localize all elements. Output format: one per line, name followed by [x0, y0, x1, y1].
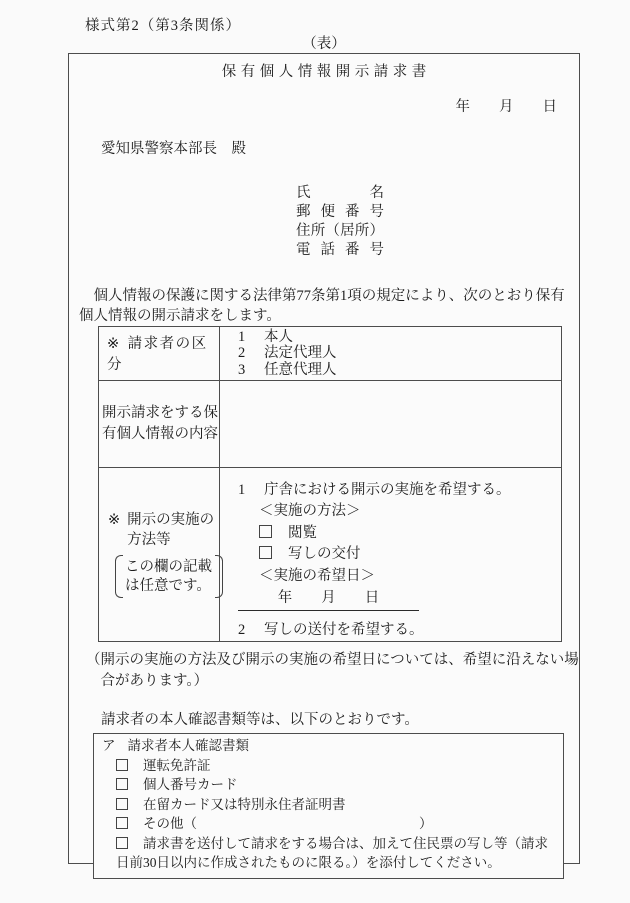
claimant-option-self[interactable] — [238, 329, 557, 345]
claimant-type-row — [99, 327, 562, 381]
checkbox-icon[interactable] — [116, 837, 128, 849]
date-blank-top[interactable]: 年 月 日 — [455, 99, 557, 115]
identity-docs-box-header — [102, 736, 561, 756]
checkbox-icon[interactable] — [259, 546, 272, 559]
applicant-fields — [296, 184, 579, 260]
address-field-label: 住所（居所） — [296, 223, 384, 239]
checkbox-icon[interactable] — [116, 778, 128, 790]
name-field-label: 氏名 — [296, 185, 384, 201]
checkbox-label: 請求書を送付して請求をする場合は、加えて住民票の写し等（請求日前30日以内に作成されたものに限る。）を添付してください。 — [116, 835, 548, 871]
optional-entry-note: この欄の記載は任意です。 — [115, 555, 223, 598]
checkbox-label: 写しの交付 — [288, 546, 361, 563]
checkbox-row-other — [102, 814, 561, 834]
option-number: 2 — [238, 345, 246, 362]
disclosure-method-row — [99, 467, 562, 642]
checkbox-row-mail-request-note — [102, 834, 561, 873]
checkbox-label: 運転免許証 — [143, 757, 211, 773]
checkbox-row-copy-issue — [238, 544, 555, 566]
checkbox-icon[interactable] — [116, 817, 128, 829]
option-label: 任意代理人 — [264, 361, 337, 378]
phone-field-label: 電話番号 — [296, 242, 384, 258]
desired-date-blank[interactable]: 年 月 日 — [238, 588, 419, 611]
option-label: 法定代理人 — [264, 345, 337, 362]
requested-info-input-area[interactable] — [220, 380, 562, 467]
other-label-prefix: その他（ — [143, 816, 197, 832]
claimant-type-header-label: 請求者の区分 — [107, 336, 208, 374]
disclosure-method-header-line — [108, 511, 218, 550]
implementation-note: （開示の実施の方法及び開示の実施の希望日については、希望に沿えない場合があります。） — [86, 652, 579, 689]
side-label: （表） — [302, 36, 346, 52]
checkbox-icon[interactable] — [259, 525, 272, 538]
claimant-option-voluntary-agent[interactable] — [238, 362, 557, 378]
requested-info-row — [99, 380, 562, 467]
checkbox-icon[interactable] — [116, 759, 128, 771]
identity-docs-box-header-label: 請求者本人確認書類 — [127, 738, 249, 754]
checkbox-icon[interactable] — [116, 798, 128, 810]
option-label: 写しの送付を希望する。 — [264, 621, 424, 638]
checkbox-row-residence-card — [102, 795, 561, 815]
desired-date-label: ＜実施の希望日＞ — [259, 567, 375, 584]
option-label: 本人 — [264, 329, 293, 345]
disclosure-method-header — [99, 467, 220, 642]
request-table — [98, 326, 562, 642]
disclosure-method-header-label: 開示の実施の方法等 — [127, 512, 215, 548]
option-number: 2 — [238, 621, 246, 638]
other-label-suffix: ） — [419, 816, 433, 832]
postal-code-field-label: 郵便番号 — [296, 204, 384, 220]
method-option-onsite[interactable] — [238, 480, 555, 502]
option-label: 庁舎における開示の実施を希望する。 — [264, 481, 511, 498]
requested-info-header — [99, 380, 220, 467]
form-number-label: 様式第2（第3条関係） — [85, 18, 241, 34]
checkbox-row-inspection — [238, 523, 555, 545]
checkbox-row-drivers-license — [102, 756, 561, 776]
item-marker: ア — [102, 738, 116, 754]
requested-info-header-label: 開示請求をする保有個人情報の内容 — [102, 404, 218, 442]
disclosure-method-options — [220, 467, 562, 642]
form-outer-box — [68, 53, 580, 871]
checkbox-label: 個人番号カード — [143, 777, 238, 793]
checkbox-label: 閲覧 — [288, 524, 317, 541]
intro-paragraph: 個人情報の保護に関する法律第77条第1項の規定により、次のとおり保有個人情報の開示請求をします。 — [79, 288, 565, 324]
method-option-mail-copy[interactable] — [238, 620, 555, 642]
addressee: 愛知県警察本部長 殿 — [101, 141, 246, 157]
implementation-method-label: ＜実施の方法＞ — [259, 503, 361, 520]
option-number: 1 — [238, 329, 246, 345]
option-number: 3 — [238, 361, 246, 378]
checkbox-row-my-number-card — [102, 775, 561, 795]
identity-docs-intro: 請求者の本人確認書類等は、以下のとおりです。 — [101, 712, 419, 729]
reference-mark: ※ — [108, 512, 121, 529]
identity-docs-box — [93, 733, 564, 879]
claimant-option-legal-agent[interactable] — [238, 345, 557, 361]
claimant-type-options — [220, 327, 562, 381]
option-number: 1 — [238, 481, 246, 498]
checkbox-label: 在留カード又は特別永住者証明書 — [143, 796, 346, 812]
claimant-type-header — [99, 327, 220, 381]
document-title: 保有個人情報開示請求書 — [221, 64, 431, 80]
reference-mark: ※ — [107, 336, 121, 353]
